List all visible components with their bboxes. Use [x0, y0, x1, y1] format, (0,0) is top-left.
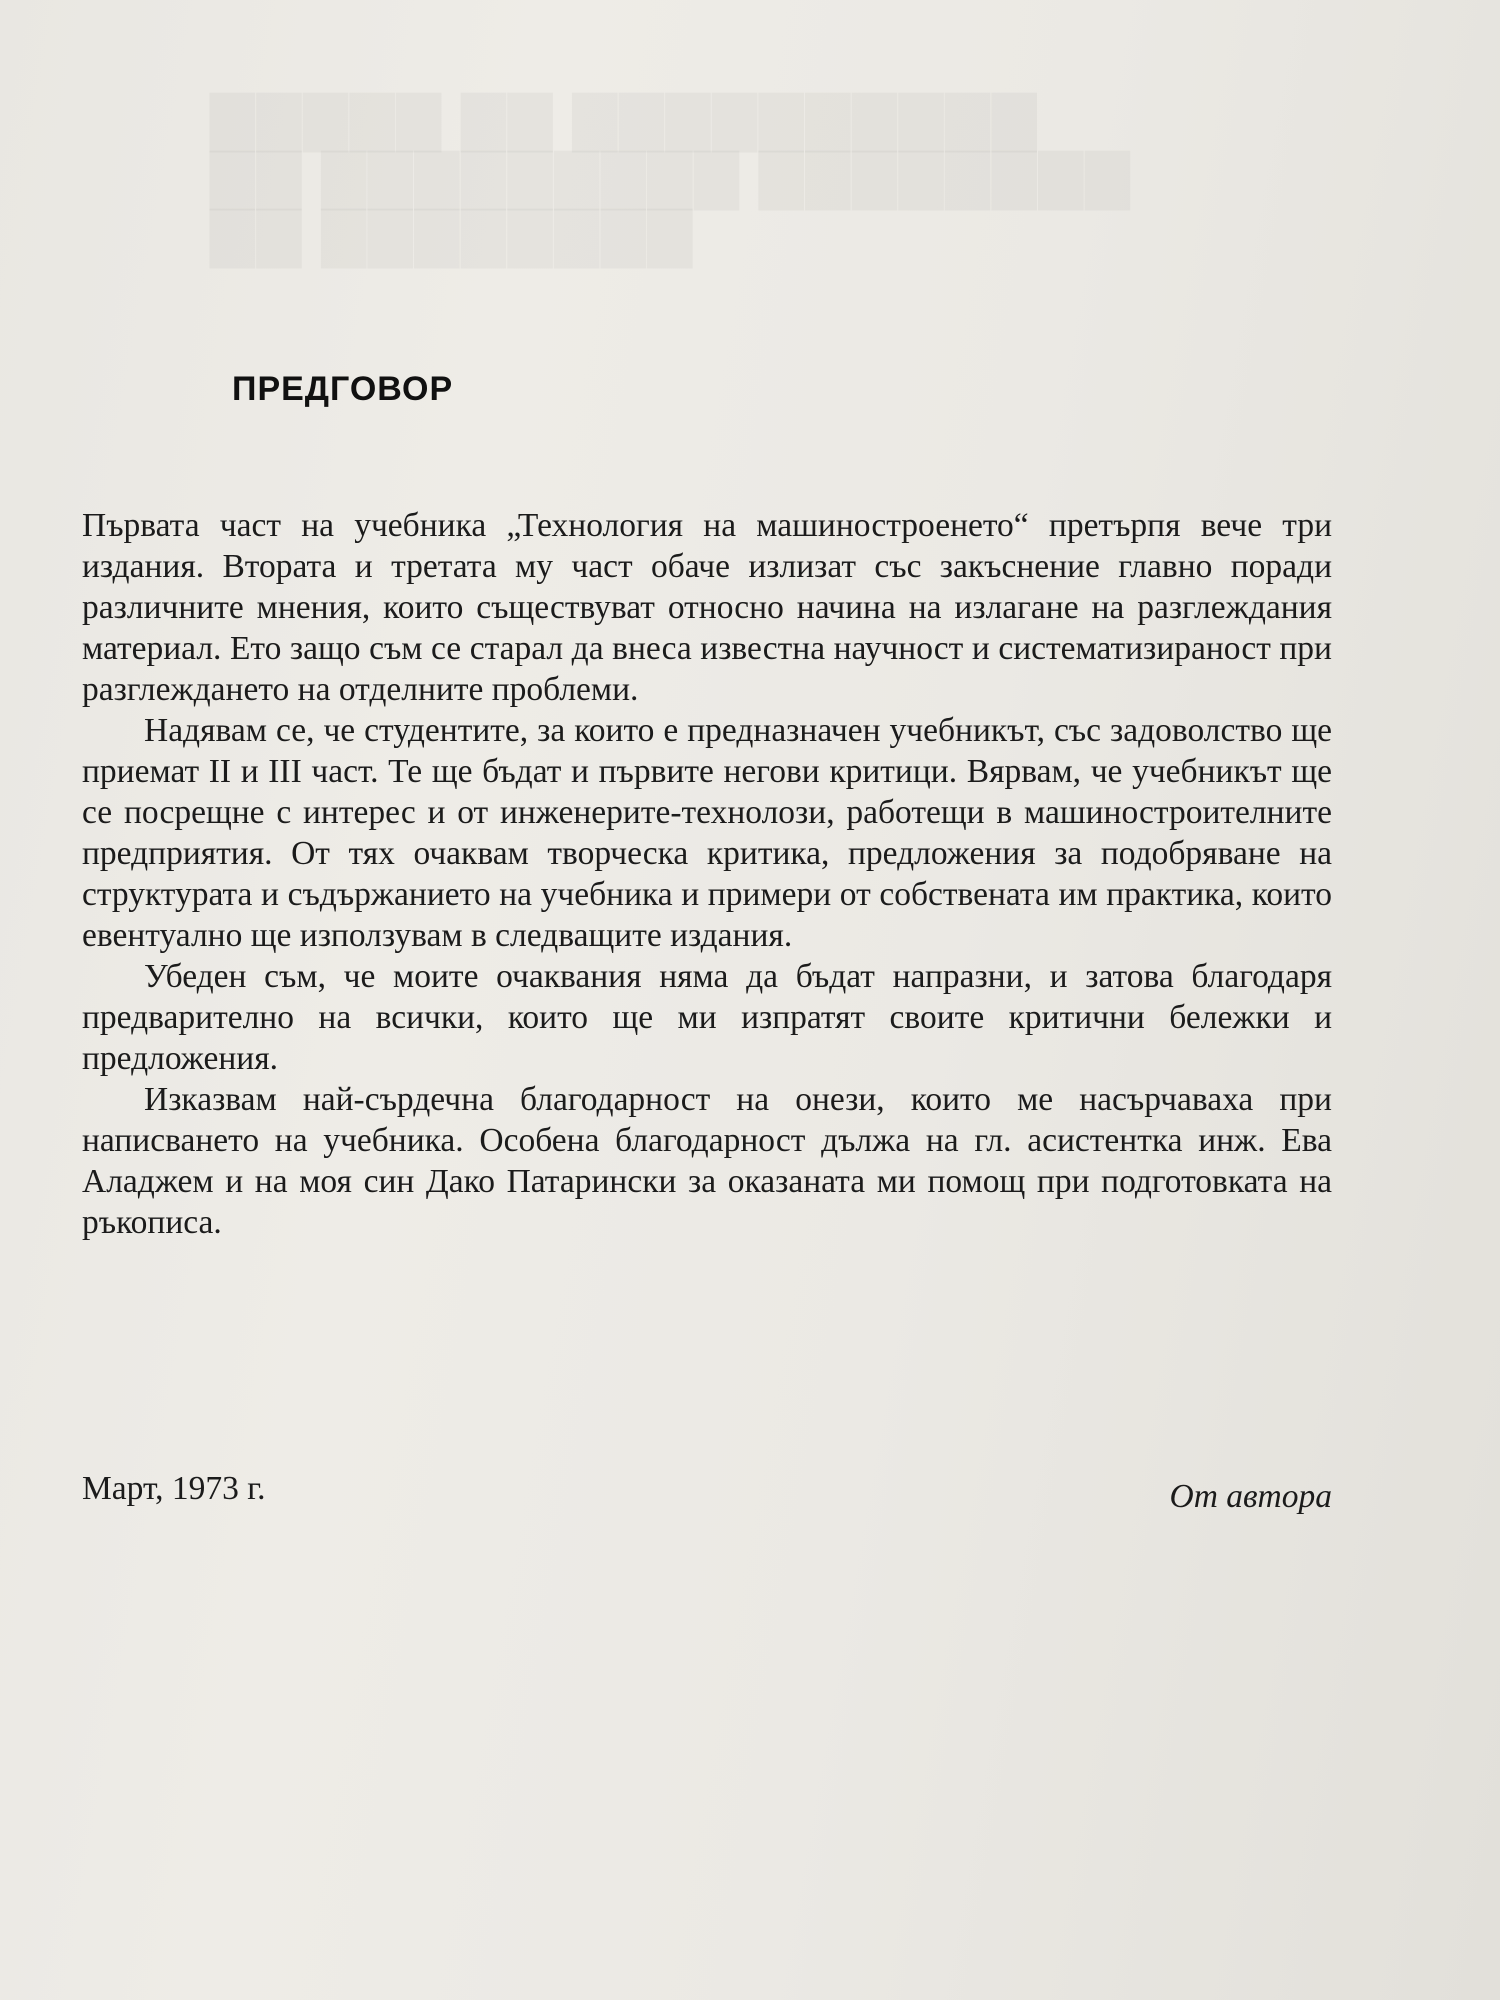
- page-title: ПРЕДГОВОР: [232, 370, 454, 408]
- date: Март, 1973 г.: [82, 1470, 266, 1507]
- bleed-through-text: [210, 90, 1132, 264]
- paragraph: Надявам се, че студентите, за които е предназначен учебникът, със задоволство ще приемат II и III част. Те ще бъдат и първите негови критици. Вярвам, че учебникът ще се посрещне с интерес и от инженерите-технолози, работещи в машиностроителните предприятия. От тях очаквам творческа критика, предложения за подобряване на структурата и съдържанието на учебника и примери от собствената им практика, които евентуално ще използувам в следващите издания.: [82, 712, 1332, 954]
- paragraph: Изказвам най-сърдечна благодарност на онези, които ме насърчаваха при написването на учебника. Особена благодарност дължа на гл. асистентка инж. Ева Аладжем и на моя син Дако Патарински за оказаната ми помощ при подготовката на ръкописа.: [82, 1081, 1332, 1241]
- paragraph: Убеден съм, че моите очаквания няма да бъдат напразни, и затова благодаря предварително на всички, които ще ми изпратят своите критични бележки и предложения.: [82, 958, 1332, 1077]
- paragraph: Първата част на учебника „Технология на машиностроенето“ претърпя вече три издания. Втората и третата му част обаче излизат със закъснение главно поради различните мнения, които съществуват относно начина на излагане на разглеждания материал. Ето защо съм се старал да внеса известна научност и систематизираност при разглеждането на отделните проблеми.: [82, 507, 1332, 708]
- author-signature: От автора: [1169, 1478, 1332, 1515]
- signoff: [82, 1470, 1332, 1520]
- preface-body: [82, 505, 1332, 1243]
